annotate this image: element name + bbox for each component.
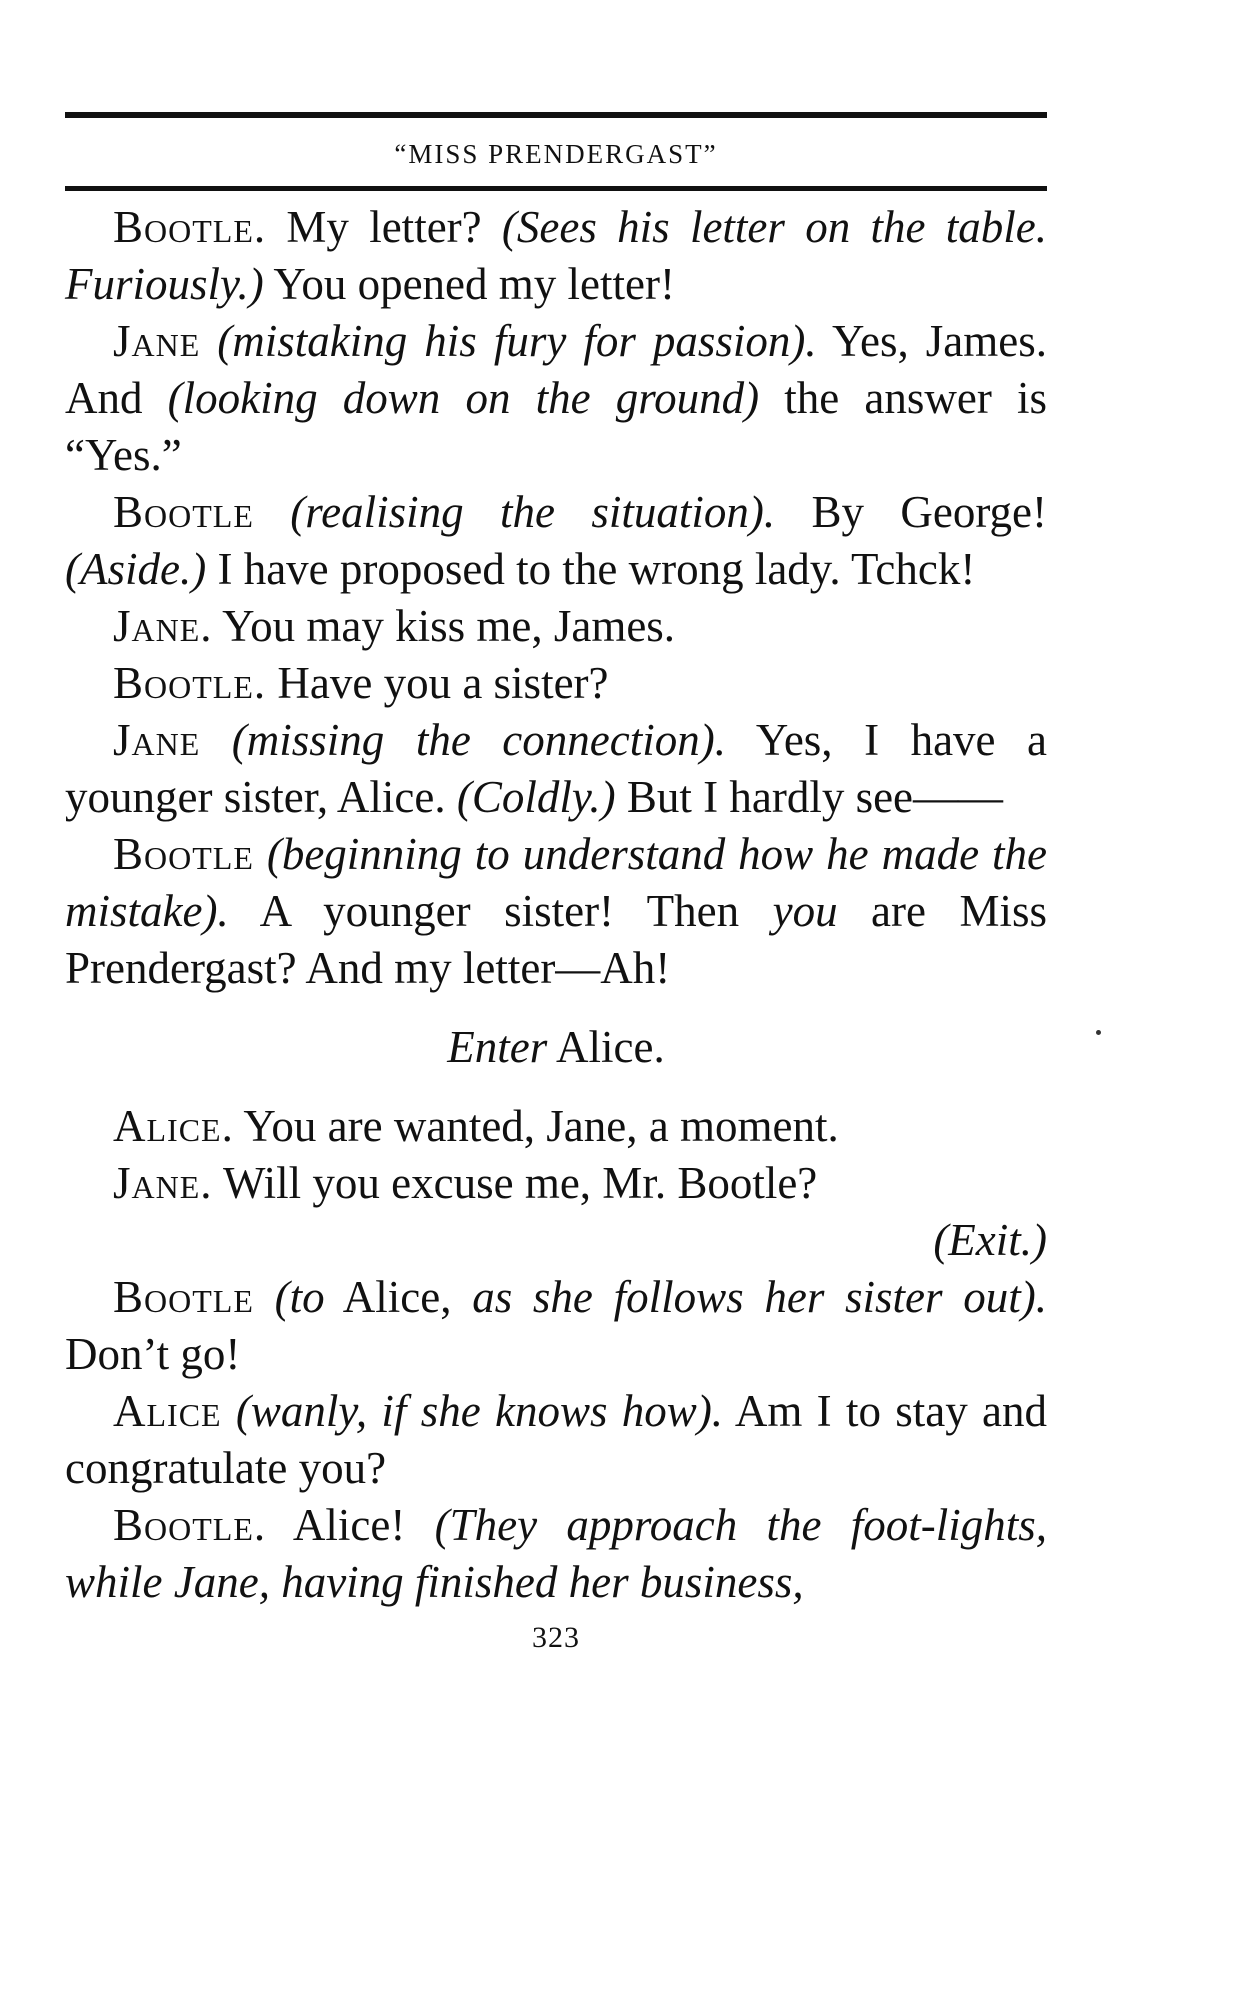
dialogue-line xyxy=(65,1269,1047,1383)
stage-direction: (looking down on the ground) xyxy=(167,373,760,423)
print-speck xyxy=(1096,1030,1101,1035)
line-text: But I hardly see—— xyxy=(615,772,1004,822)
speaker-name: Bootle xyxy=(113,487,254,537)
book-page xyxy=(65,112,1047,1655)
dialogue-line xyxy=(65,598,1047,655)
stage-direction: (They approach the foot-lights, while Jane, having finished her business, xyxy=(65,1500,1047,1607)
dialogue-line xyxy=(65,1383,1047,1497)
stage-direction: (missing the connection). xyxy=(200,715,726,765)
stage-direction: (Aside.) xyxy=(65,544,207,594)
line-text: I have proposed to the wrong lady. Tchck! xyxy=(206,544,976,594)
dialogue-line xyxy=(65,712,1047,826)
speaker-name: Bootle. xyxy=(113,1500,267,1550)
line-text: Will you excuse me, Mr. Bootle? xyxy=(212,1158,818,1208)
dialogue-line xyxy=(65,313,1047,484)
top-rule xyxy=(65,112,1047,118)
line-text: My letter? xyxy=(266,202,502,252)
line-text: Yes, James. And xyxy=(65,316,1047,423)
speaker-name: Bootle. xyxy=(113,202,267,252)
speaker-name: Jane xyxy=(113,715,201,765)
stage-direction: (to xyxy=(253,1272,325,1322)
stage-direction: (wanly, if she knows how). xyxy=(221,1386,724,1436)
speaker-name: Bootle xyxy=(113,829,254,879)
line-text: Yes, I have a younger sister, Alice. xyxy=(65,715,1048,822)
dialogue-line xyxy=(65,826,1047,997)
stage-direction: (beginning to understand how he made the mistake). xyxy=(65,829,1047,936)
dialogue-line xyxy=(65,655,1047,712)
header-rule xyxy=(65,186,1047,191)
line-text: By George! xyxy=(775,487,1047,537)
line-text: Don’t go! xyxy=(65,1329,241,1379)
line-text: Have you a sister? xyxy=(266,658,609,708)
stage-direction: (Exit.) xyxy=(933,1215,1047,1265)
stage-direction: (Coldly.) xyxy=(456,772,616,822)
enter-word: Enter xyxy=(447,1022,548,1072)
play-text xyxy=(65,199,1047,1611)
line-text: Am I to stay and congratulate you? xyxy=(65,1386,1048,1493)
speaker-name: Jane xyxy=(113,316,201,366)
dialogue-line xyxy=(65,1098,1047,1155)
page-number: 323 xyxy=(532,1621,580,1654)
stage-direction: (Sees his letter on the table. Furiously.) xyxy=(65,202,1047,309)
emphasis: you xyxy=(772,886,838,936)
line-text: are Miss Prendergast? And my letter—Ah! xyxy=(65,886,1047,993)
dialogue-line xyxy=(65,1155,1047,1212)
line-text: You may kiss me, James. xyxy=(212,601,676,651)
stage-direction: (mistaking his fury for passion). xyxy=(200,316,817,366)
line-text: Alice! xyxy=(266,1500,435,1550)
speaker-name: Alice xyxy=(113,1386,222,1436)
dialogue-line xyxy=(65,484,1047,598)
speaker-name: Bootle xyxy=(113,1272,254,1322)
running-head-text: “MISS PRENDERGAST” xyxy=(394,139,718,169)
stage-direction: as she follows her sister out). xyxy=(451,1272,1047,1322)
entrance-direction xyxy=(65,1019,1047,1076)
line-text: the answer is “Yes.” xyxy=(65,373,1048,480)
line-text: A younger sister! Then xyxy=(228,886,773,936)
dialogue-line xyxy=(65,1497,1047,1611)
stage-direction: (realising the situation). xyxy=(253,487,776,537)
character-name: Alice, xyxy=(324,1272,452,1322)
running-head xyxy=(65,136,1047,172)
dialogue-line xyxy=(65,199,1047,313)
speaker-name: Alice. xyxy=(113,1101,234,1151)
line-text: You are wanted, Jane, a moment. xyxy=(233,1101,839,1151)
line-text: You opened my letter! xyxy=(263,259,675,309)
speaker-name: Bootle. xyxy=(113,658,267,708)
enter-character: Alice. xyxy=(547,1022,665,1072)
speaker-name: Jane. xyxy=(113,601,213,651)
speaker-name: Jane. xyxy=(113,1158,213,1208)
exit-direction xyxy=(65,1212,1047,1269)
